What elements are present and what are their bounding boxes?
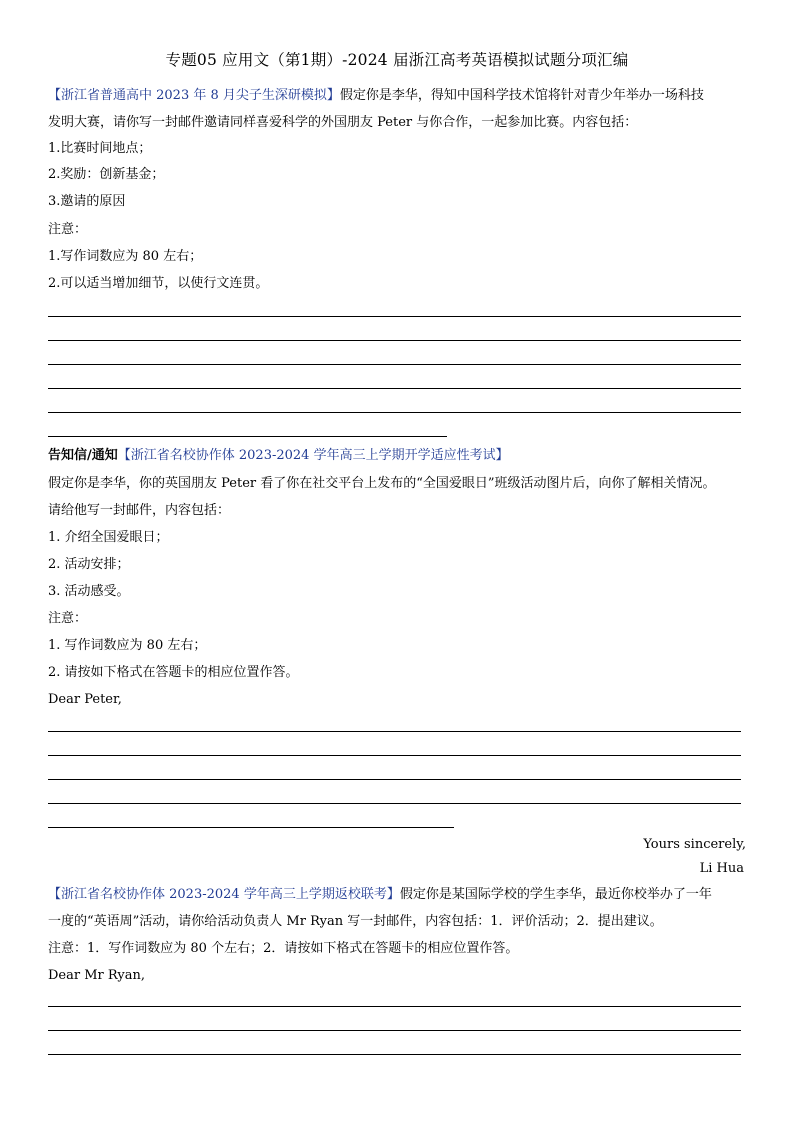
q2-answer-line [48,755,741,756]
q1-point-2: 2.奖励：创新基金； [48,167,165,182]
q1-prompt-text: 假定你是李华，得知中国科学技术馆将针对青少年举办一场科技 [339,88,704,103]
q1-answer-line [48,364,741,365]
q3-answer-line [48,1030,741,1031]
q2-point-3: 3. 活动感受。 [48,584,130,599]
q2-prompt-line1: 假定你是李华，你的英国朋友 Peter 看了你在社交平台上发布的“全国爱眼日”班级活动图片后，向你了解相关情况。 [48,476,716,491]
q2-category: 告知信/通知 [48,448,118,463]
q3-salutation: Dear Mr Ryan, [48,968,146,983]
q2-note-label: 注意： [48,611,88,626]
q2-answer-line [48,803,741,804]
q3-prompt-text: 假定你是某国际学校的学生李华，最近你校举办了一年 [399,887,712,902]
q2-header [48,447,509,465]
q1-answer-line [48,412,741,413]
q2-note-1: 1. 写作词数应为 80 左右； [48,638,207,653]
q1-point-3: 3.邀请的原因 [48,194,126,209]
q1-source: 【浙江省普通高中 2023 年 8 月尖子生深研模拟】 [48,88,340,103]
q3-answer-line [48,1006,741,1007]
q2-prompt-line2: 请给他写一封邮件，内容包括： [48,503,231,518]
q3-notes: 注意：1．写作词数应为 80 个左右；2．请按如下格式在答题卡的相应位置作答。 [48,941,519,956]
q1-prompt-line2: 发明大赛，请你写一封邮件邀请同样喜爱科学的外国朋友 Peter 与你合作，一起参加比赛。内容包括： [48,115,638,130]
q2-point-1: 1. 介绍全国爱眼日； [48,530,169,545]
q1-answer-line [48,316,741,317]
q1-answer-line [48,388,741,389]
q1-note-2: 2.可以适当增加细节，以使行文连贯。 [48,276,269,291]
q2-salutation: Dear Peter, [48,692,122,707]
q2-point-2: 2. 活动安排； [48,557,130,572]
q1-answer-line [48,340,741,341]
q1-answer-line-short [48,436,447,437]
q2-answer-line [48,731,741,732]
page-title: 专题05 应用文（第1期）-2024 届浙江高考英语模拟试题分项汇编 [165,51,629,69]
q2-answer-line [48,779,741,780]
q1-note-label: 注意： [48,222,88,237]
q2-source: 【浙江省名校协作体 2023-2024 学年高三上学期开学适应性考试】 [117,448,509,463]
q2-note-2: 2. 请按如下格式在答题卡的相应位置作答。 [48,665,299,680]
q2-closing: Yours sincerely, [643,837,746,852]
q3-prompt-line1 [48,886,712,904]
q2-signature: Li Hua [699,861,744,876]
q2-answer-line-short [48,827,454,828]
q3-prompt-line2: 一度的“英语周”活动，请你给活动负责人 Mr Ryan 写一封邮件，内容包括：1．评价活动；2．提出建议。 [48,914,663,929]
q3-source: 【浙江省名校协作体 2023-2024 学年高三上学期返校联考】 [48,887,400,902]
q3-answer-line [48,1054,741,1055]
q1-note-1: 1.写作词数应为 80 左右； [48,249,203,264]
q1-point-1: 1.比赛时间地点； [48,141,152,156]
q1-prompt-line1 [48,87,704,105]
